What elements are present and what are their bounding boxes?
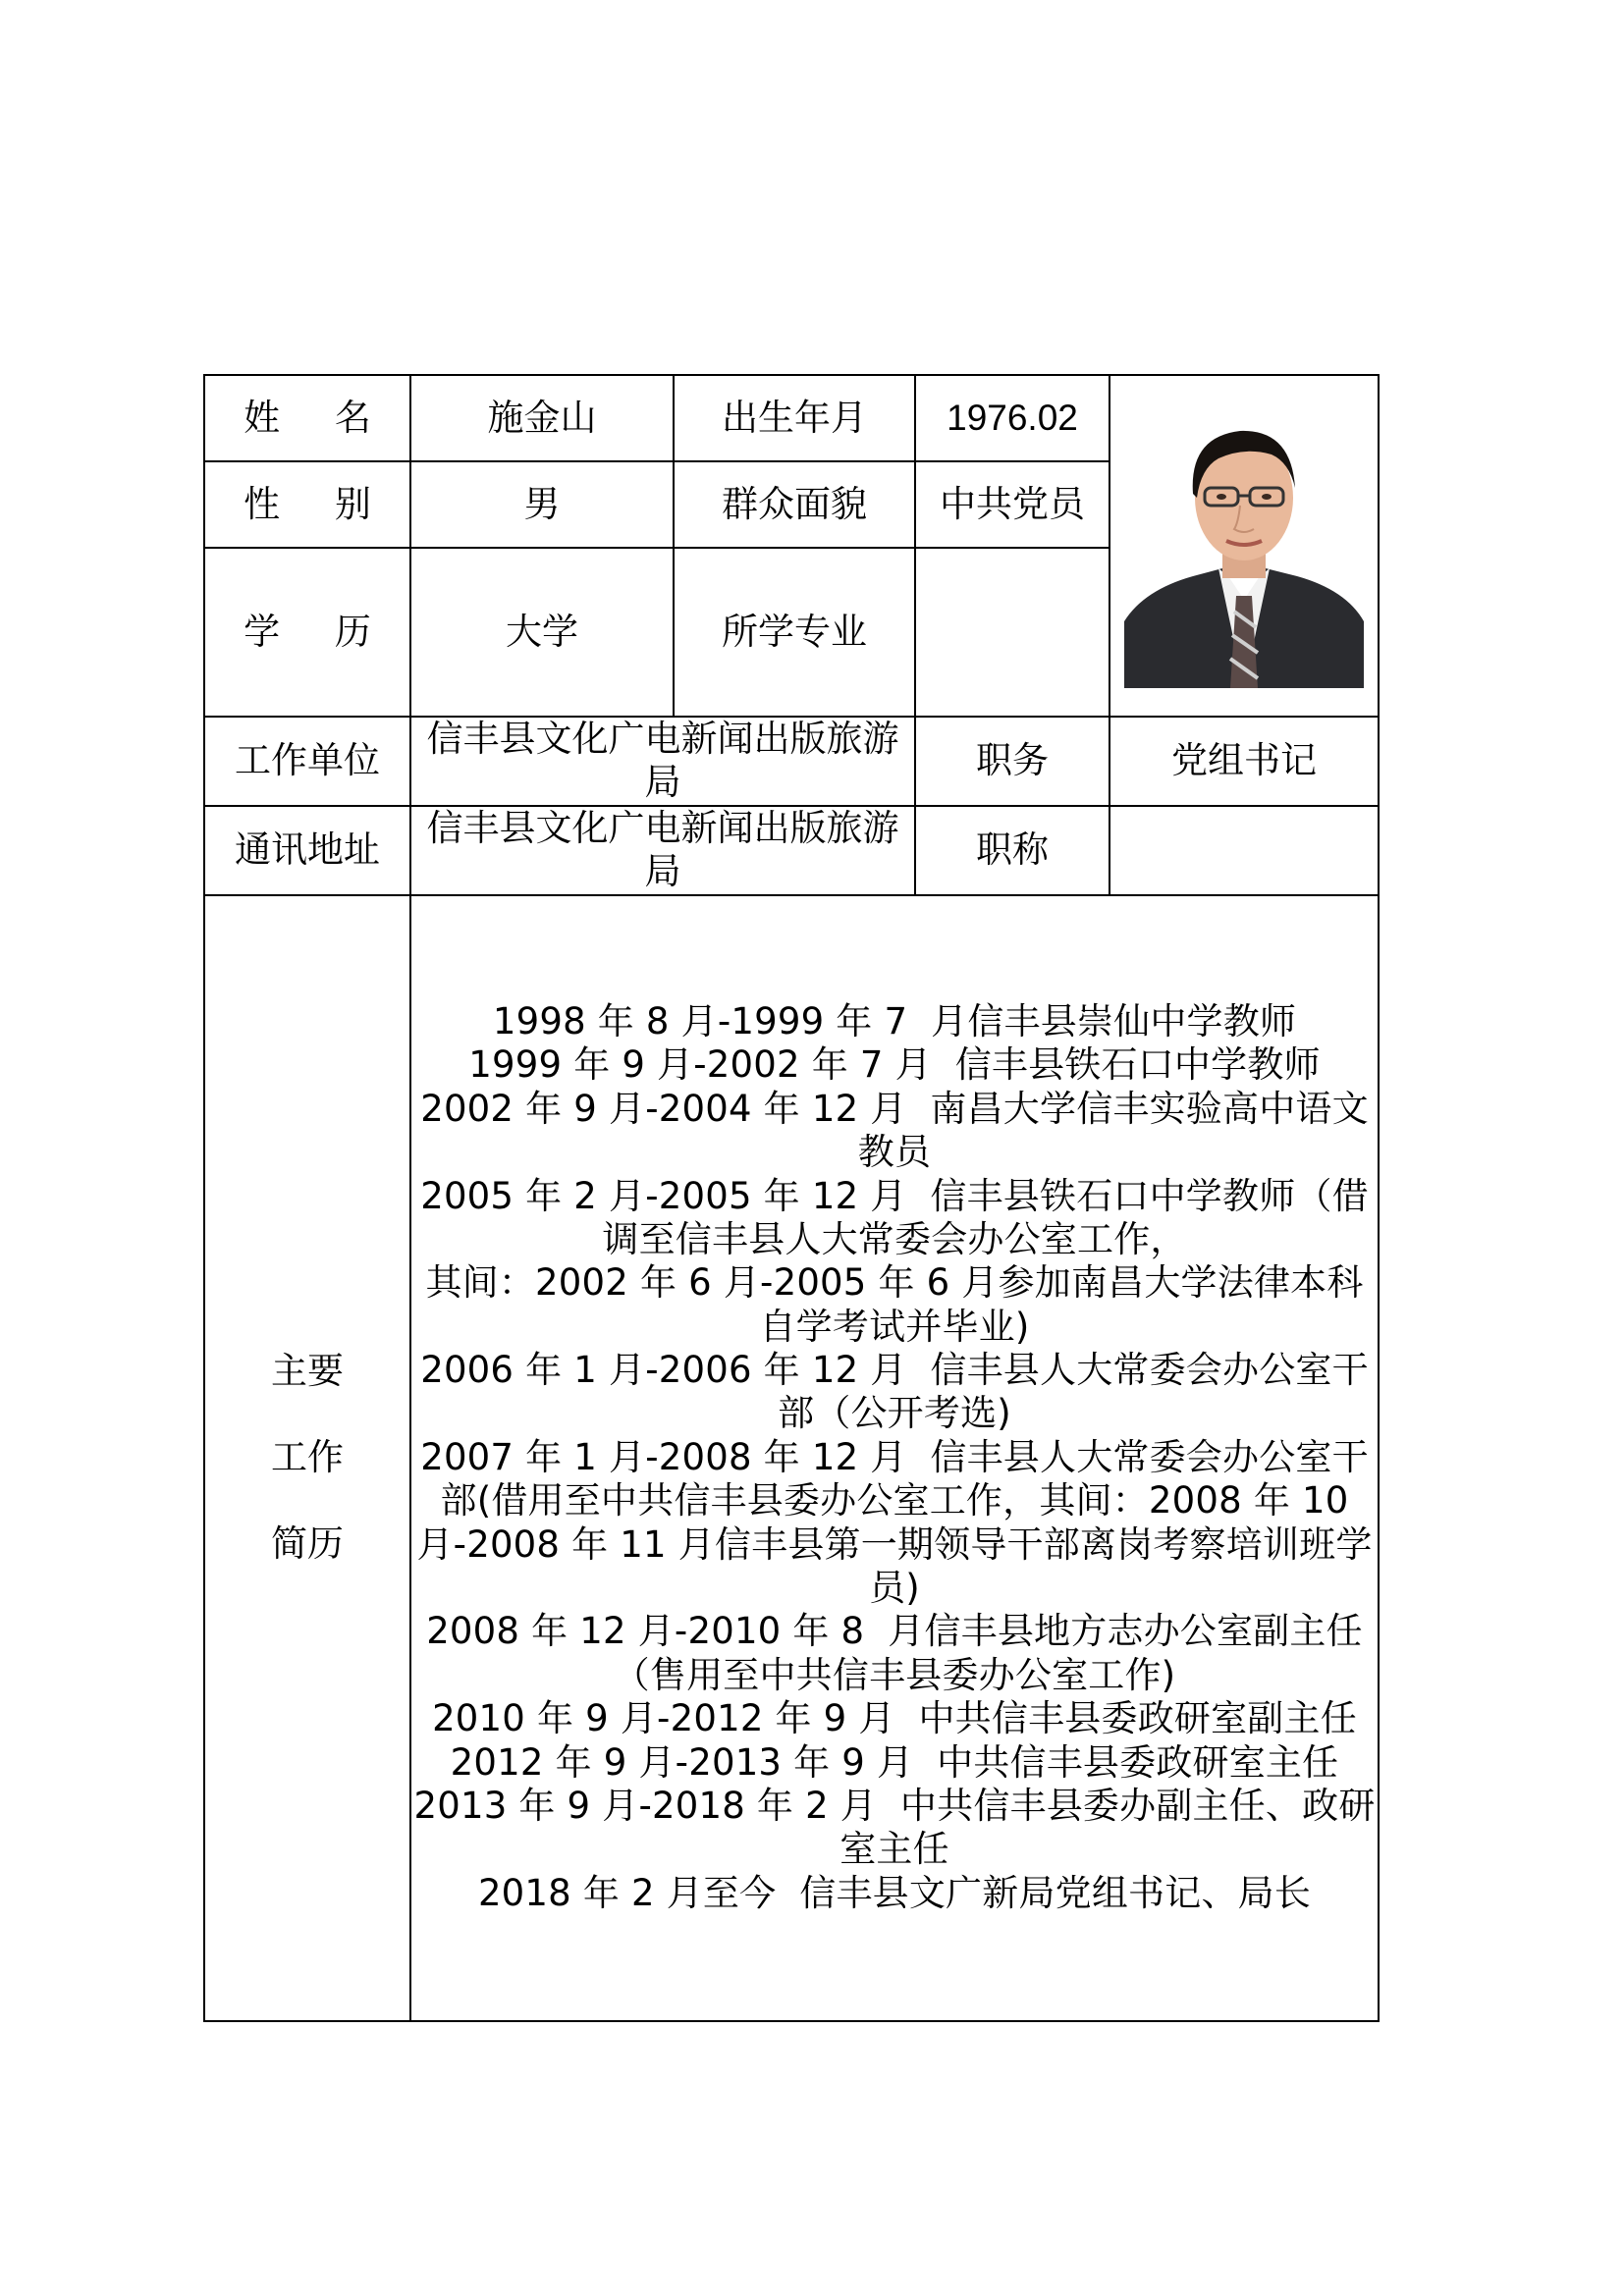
- history-entry: 2010 年 9 月-2012 年 9 月 中共信丰县委政研室副主任: [432, 1697, 1357, 1740]
- resume-table: [203, 374, 1380, 2022]
- value-position: 党组书记: [1110, 717, 1379, 806]
- history-entry: 2006 年 1 月-2006 年 12 月 信丰县人大常委会办公室干部（公开考选): [420, 1349, 1369, 1435]
- label-history: [204, 895, 410, 2021]
- value-address: 信丰县文化广电新闻出版旅游局: [410, 806, 915, 895]
- label-history-3: 简历: [271, 1522, 344, 1566]
- label-address: 通讯地址: [204, 806, 410, 895]
- row-workplace: [204, 717, 1379, 806]
- history-entry: 2005 年 2 月-2005 年 12 月 信丰县铁石口中学教师（借调至信丰县人大常委会办公室工作，: [420, 1174, 1369, 1260]
- value-major: [915, 548, 1110, 717]
- row-address: [204, 806, 1379, 895]
- label-history-1: 主要: [271, 1350, 344, 1393]
- history-entry: 2018 年 2 月至今 信丰县文广新局党组书记、局长: [477, 1871, 1312, 1914]
- history-entry: 2007 年 1 月-2008 年 12 月 信丰县人大常委会办公室干部(借用至中共信丰县委办公室工作，其间：2008 年 10 月-2008 年 11 月信丰县第一期领导干部离岗考察培训班学员): [416, 1435, 1373, 1610]
- label-gender: 性 别: [204, 461, 410, 548]
- value-political: 中共党员: [915, 461, 1110, 548]
- value-name: 施金山: [410, 375, 674, 461]
- history-entry: 2012 年 9 月-2013 年 9 月 中共信丰县委政研室主任: [450, 1740, 1339, 1784]
- value-education: 大学: [410, 548, 674, 717]
- history-entry: 2008 年 12 月-2010 年 8 月信丰县地方志办公室副主任（售用至中共信丰县委办公室工作): [426, 1610, 1363, 1696]
- label-birth: 出生年月: [674, 375, 915, 461]
- row-history: [204, 895, 1379, 2021]
- value-gender: 男: [410, 461, 674, 548]
- work-history: [410, 895, 1379, 2021]
- label-position: 职务: [915, 717, 1110, 806]
- history-entry: 1998 年 8 月-1999 年 7 月信丰县崇仙中学教师: [492, 999, 1297, 1042]
- value-title: [1110, 806, 1379, 895]
- history-entry: 其间：2002 年 6 月-2005 年 6 月参加南昌大学法律本科自学考试并毕业): [425, 1261, 1364, 1348]
- history-entry: 2013 年 9 月-2018 年 2 月 中共信丰县委办副主任、政研室主任: [413, 1784, 1376, 1871]
- history-entry: 2002 年 9 月-2004 年 12 月 南昌大学信丰实验高中语文教员: [420, 1087, 1369, 1174]
- label-education: 学 历: [204, 548, 410, 717]
- label-major: 所学专业: [674, 548, 915, 717]
- photo-cell: [1110, 375, 1379, 717]
- label-workplace: 工作单位: [204, 717, 410, 806]
- label-name: 姓 名: [204, 375, 410, 461]
- label-political: 群众面貌: [674, 461, 915, 548]
- value-birth: 1976.02: [915, 375, 1110, 461]
- label-history-2: 工作: [271, 1436, 344, 1479]
- history-entry: 1999 年 9 月-2002 年 7 月 信丰县铁石口中学教师: [468, 1043, 1321, 1087]
- portrait-photo: [1124, 403, 1364, 688]
- label-title: 职称: [915, 806, 1110, 895]
- row-name: [204, 375, 1379, 461]
- value-workplace: 信丰县文化广电新闻出版旅游局: [410, 717, 915, 806]
